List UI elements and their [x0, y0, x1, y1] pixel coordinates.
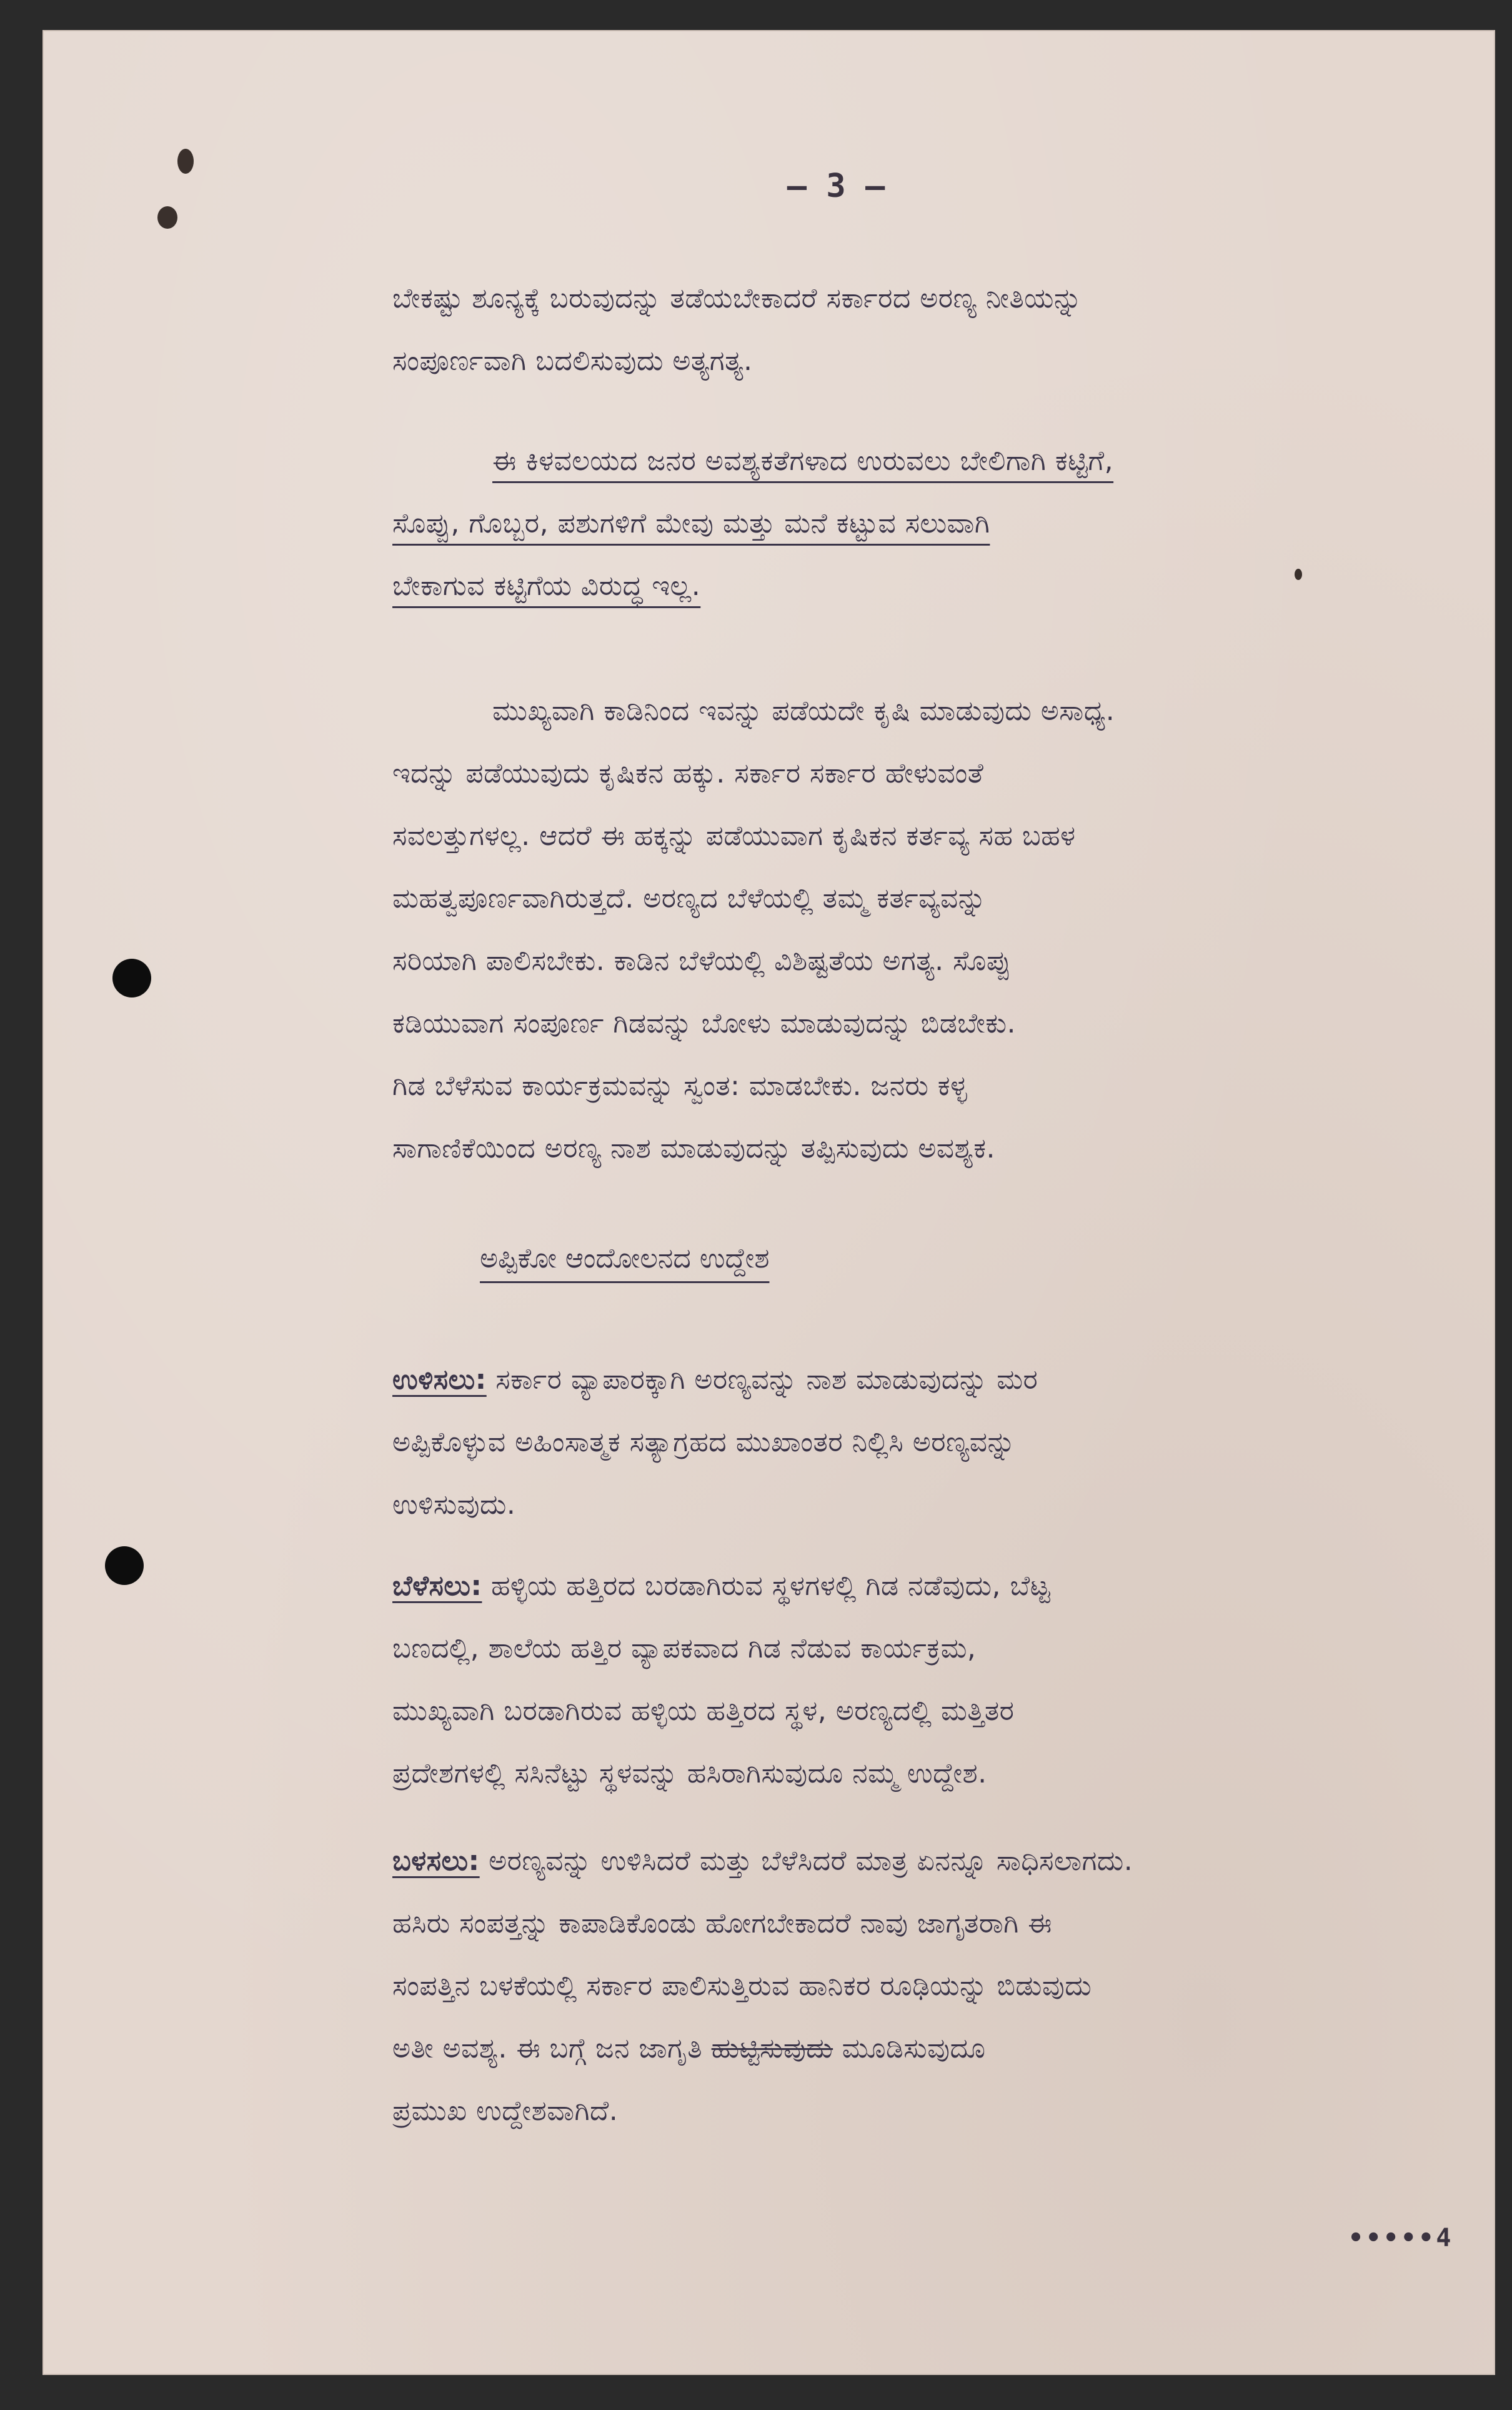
- text-line: ಹಸಿರು ಸಂಪತ್ತನ್ನು ಕಾಪಾಡಿಕೊಂಡು ಹೋಗಬೇಕಾದರೆ ನಾವು ಜಾಗೃತರಾಗಿ ಈ: [392, 1908, 1052, 1939]
- term-label: ಉಳಿಸಲು:: [392, 1364, 487, 1396]
- paragraph-3: [392, 680, 1417, 1180]
- text-line: [392, 1349, 1417, 1411]
- text-line: ಮಹತ್ವಪೂರ್ಣವಾಗಿರುತ್ತದೆ. ಅರಣ್ಯದ ಬೆಳೆಯಲ್ಲಿ ತಮ್ಮ ಕರ್ತವ್ಯವನ್ನು: [392, 882, 987, 914]
- text-line: ಪ್ರಮುಖ ಉದ್ದೇಶವಾಗಿದೆ.: [392, 2095, 619, 2127]
- text-line: ಗಿಡ ಬೆಳೆಸುವ ಕಾರ್ಯಕ್ರಮವನ್ನು ಸ್ವಂತ: ಮಾಡಬೇಕು. ಜನರು ಕಳ್ಳ: [392, 1070, 968, 1102]
- punch-hole: [105, 1546, 144, 1585]
- text-line: ಪ್ರದೇಶಗಳಲ್ಲಿ ಸಸಿನೆಟ್ಟು ಸ್ಥಳವನ್ನು ಹಸಿರಾಗಿಸುವುದೂ ನಮ್ಮ ಉದ್ದೇಶ.: [392, 1758, 987, 1789]
- text-line: ಬೇಕಾಗುವ ಕಟ್ಟಿಗೆಯ ವಿರುದ್ಧ ಇಲ್ಲ.: [392, 570, 701, 602]
- ink-spot: [177, 149, 194, 174]
- text-segment: ಅರಣ್ಯವನ್ನು ಉಳಿಸಿದರೆ ಮತ್ತು ಬೆಳೆಸಿದರೆ ಮಾತ್ರ ಏನನ್ನೂ ಸಾಧಿಸಲಾಗದು.: [489, 1845, 1133, 1877]
- paragraph-belesalu: [392, 1555, 1417, 1805]
- text-segment: ಅತೀ ಅವಶ್ಯ. ಈ ಬಗ್ಗೆ ಜನ ಜಾಗೃತಿ: [392, 2032, 703, 2064]
- text-line: ಸಂಪೂರ್ಣವಾಗಿ ಬದಲಿಸುವುದು ಅತ್ಯಗತ್ಯ.: [392, 345, 753, 377]
- ink-spot: [157, 206, 177, 229]
- text-line: ಮುಖ್ಯವಾಗಿ ಬರಡಾಗಿರುವ ಹಳ್ಳಿಯ ಹತ್ತಿರದ ಸ್ಥಳ, ಅರಣ್ಯದಲ್ಲಿ ಮತ್ತಿತರ: [392, 1695, 1015, 1727]
- text-line: ಸರಿಯಾಗಿ ಪಾಲಿಸಬೇಕು. ಕಾಡಿನ ಬೆಳೆಯಲ್ಲಿ ವಿಶಿಷ್ಟತೆಯ ಅಗತ್ಯ. ಸೊಪ್ಪು: [392, 945, 1012, 977]
- continuation-marker: •••••4: [1348, 2224, 1454, 2252]
- text-segment: ಮೂಡಿಸುವುದೂ: [842, 2032, 986, 2064]
- page-number: — 3 —: [787, 168, 885, 205]
- text-line: [392, 2018, 1417, 2080]
- text-line: ಸೊಪ್ಪು, ಗೊಬ್ಬರ, ಪಶುಗಳಿಗೆ ಮೇವು ಮತ್ತು ಮನೆ ಕಟ್ಟುವ ಸಲುವಾಗಿ: [392, 508, 990, 539]
- text-line: ಸಾಗಾಣಿಕೆಯಿಂದ ಅರಣ್ಯ ನಾಶ ಮಾಡುವುದನ್ನು ತಪ್ಪಿಸುವುದು ಅವಶ್ಯಕ.: [392, 1132, 996, 1164]
- text-line: ಸಂಪತ್ತಿನ ಬಳಕೆಯಲ್ಲಿ ಸರ್ಕಾರ ಪಾಲಿಸುತ್ತಿರುವ ಹಾನಿಕರ ರೂಢಿಯನ್ನು ಬಿಡುವುದು: [392, 1970, 1092, 2002]
- paragraph-1: [392, 268, 1417, 392]
- text-segment: ಸರ್ಕಾರ ವ್ಯಾಪಾರಕ್ಕಾಗಿ ಅರಣ್ಯವನ್ನು ನಾಶ ಮಾಡುವುದನ್ನು ಮರ: [495, 1364, 1038, 1396]
- section-heading: ಅಪ್ಪಿಕೋ ಆಂದೋಲನದ ಉದ್ದೇಶ: [480, 1242, 770, 1274]
- paragraph-2: [392, 430, 1417, 618]
- text-line: ಉಳಿಸುವುದು.: [392, 1489, 516, 1521]
- term-label: ಬಳಸಲು:: [392, 1845, 480, 1877]
- document-page: [42, 30, 1495, 2375]
- text-segment: ಹಳ್ಳಿಯ ಹತ್ತಿರದ ಬರಡಾಗಿರುವ ಸ್ಥಳಗಳಲ್ಲಿ ಗಿಡ ನಡೆವುದು, ಬೆಟ್ಟ: [490, 1570, 1051, 1602]
- punch-hole: [112, 959, 151, 998]
- text-line: [392, 1830, 1417, 1892]
- ink-spot: [1295, 569, 1302, 580]
- text-line: ಬೇಕಷ್ಟು ಶೂನ್ಯಕ್ಕೆ ಬರುವುದನ್ನು ತಡೆಯಬೇಕಾದರೆ ಸರ್ಕಾರದ ಅರಣ್ಯ ನೀತಿಯನ್ನು: [392, 282, 1082, 314]
- text-line: ಈ ಕಿಳವಲಯದ ಜನರ ಅವಶ್ಯಕತೆಗಳಾದ ಉರುವಲು ಬೇಲಿಗಾಗಿ ಕಟ್ಟಿಗೆ,: [492, 445, 1114, 477]
- text-line: ಕಡಿಯುವಾಗ ಸಂಪೂರ್ಣ ಗಿಡವನ್ನು ಬೋಳು ಮಾಡುವುದನ್ನು ಬಿಡಬೇಕು.: [392, 1008, 1016, 1039]
- text-line: ಸವಲತ್ತುಗಳಲ್ಲ. ಆದರೆ ಈ ಹಕ್ಕನ್ನು ಪಡೆಯುವಾಗ ಕೃಷಿಕನ ಕರ್ತವ್ಯ ಸಹ ಬಹಳ: [392, 820, 1076, 852]
- text-line: ಇದನ್ನು ಪಡೆಯುವುದು ಕೃಷಿಕನ ಹಕ್ಕು. ಸರ್ಕಾರ ಸರ್ಕಾರ ಹೇಳುವಂತೆ: [392, 758, 984, 789]
- text-line: ಅಪ್ಪಿಕೊಳ್ಳುವ ಅಹಿಂಸಾತ್ಮಕ ಸತ್ಯಾಗ್ರಹದ ಮುಖಾಂತರ ನಿಲ್ಲಿಸಿ ಅರಣ್ಯವನ್ನು: [392, 1426, 1016, 1458]
- paragraph-balasalu: [392, 1830, 1417, 2142]
- struck-text: ಹುಟ್ಟಿಸುವುದು: [711, 2032, 833, 2064]
- text-line: ಬಣದಲ್ಲಿ, ಶಾಲೆಯ ಹತ್ತಿರ ವ್ಯಾಪಕವಾದ ಗಿಡ ನೆಡುವ ಕಾರ್ಯಕ್ರಮ,: [392, 1632, 977, 1664]
- term-label: ಬೆಳೆಸಲು:: [392, 1570, 482, 1602]
- paragraph-uliyalu: [392, 1349, 1417, 1536]
- text-line: ಮುಖ್ಯವಾಗಿ ಕಾಡಿನಿಂದ ಇವನ್ನು ಪಡೆಯದೇ ಕೃಷಿ ಮಾಡುವುದು ಅಸಾಧ್ಯ.: [492, 695, 1115, 727]
- text-line: [392, 1555, 1417, 1618]
